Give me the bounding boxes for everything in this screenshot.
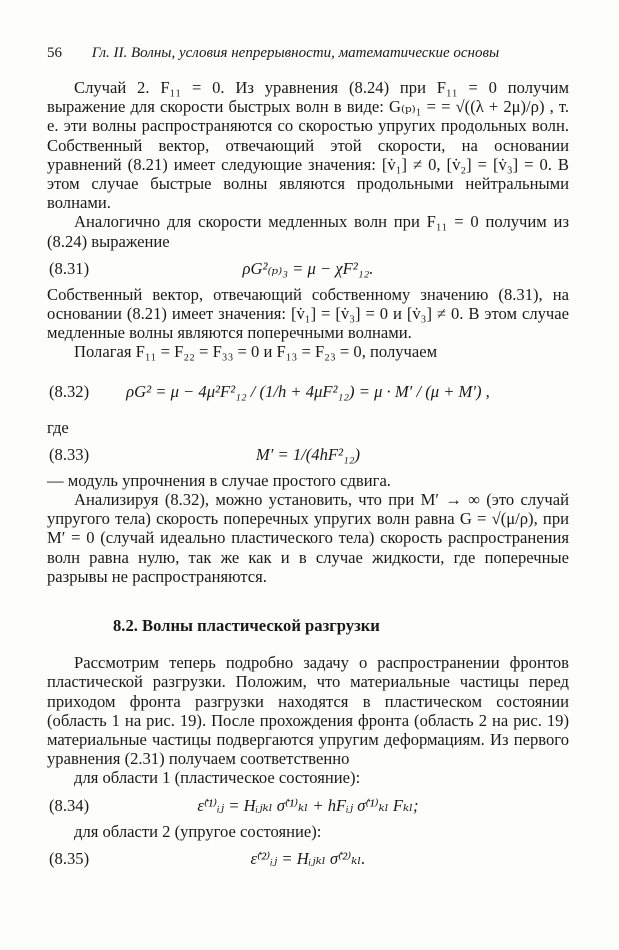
equation-8-34 [47, 794, 569, 816]
running-header [47, 44, 567, 63]
paragraph-case2: Случай 2. F₁₁ = 0. Из уравнения (8.24) при F₁₁ = 0 получим выражение для скорости быстрых волн в виде: G₍ₚ₎₁ = = √((λ + 2μ)/ρ) , т. е. эти волны распространяются со скоростью упругих продольных волн. Собственный вектор, отвечающий этой скорости, на основании уравнений (8.21) имеет следующие значения: [v̇₁] ≠ 0, [v̇₂] = [v̇₃] = 0. В этом случае быстрые волны являются продольными нейтральными волнами. [47, 78, 569, 213]
equation-expression: ρG² = μ − 4μ²F²₁₂ / (1/h + 4μF²₁₂) = μ · M′ / (μ + M′) , [126, 381, 490, 401]
equation-expression: ε̇⁽²⁾ᵢⱼ = Hᵢⱼₖₗ σ̇⁽²⁾ₖₗ. [250, 848, 366, 868]
equation-label: (8.35) [49, 848, 90, 868]
paragraph-assume: Полагая F₁₁ = F₂₂ = F₃₃ = 0 и F₁₃ = F₂₃ = 0, получаем [74, 342, 438, 362]
paragraph-region1: для области 1 (пластическое состояние): [74, 768, 361, 788]
paragraph-region2: для области 2 (упругое состояние): [74, 821, 322, 841]
page-number: 56 [47, 45, 62, 61]
equation-label: (8.34) [49, 795, 90, 815]
equation-expression: ρG²₍ₚ₎₃ = μ − χF²₁₂. [242, 258, 374, 278]
equation-8-32 [47, 368, 569, 412]
paragraph-eigenvector: Собственный вектор, отвечающий собственному значению (8.31), на основании (8.21) имеет значения: [v̇₁] = [v̇₃] = 0 и [v̇₃] ≠ 0. В этом случае медленные волны являются поперечными волнами. [47, 284, 569, 343]
equation-expression: ε̇⁽¹⁾ᵢⱼ = Hᵢⱼₖₗ σ̇⁽¹⁾ₖₗ + hFᵢⱼ σ̇⁽¹⁾ₖₗ Fₖₗ; [197, 795, 419, 815]
paragraph-where: где [47, 417, 69, 437]
paragraph-consider: Рассмотрим теперь подробно задачу о распространении фронтов пластической разгрузки. Положим, что материальные частицы перед приходом фронта разгрузки находятся в пластическом состоянии (область 1 на рис. 19). После прохождения фронта (область 2 на рис. 19) материальные частицы подвергаются упругим деформациям. Из первого уравнения (2.31) получаем соответственно [47, 653, 569, 769]
section-title: 8.2. Волны пластической разгрузки [113, 616, 380, 636]
equation-label: (8.31) [49, 258, 90, 278]
paragraph-slow-waves: Аналогично для скорости медленных волн при F₁₁ = 0 получим из (8.24) выражение [47, 212, 569, 251]
equation-8-31 [47, 257, 569, 279]
equation-8-35 [47, 847, 569, 869]
paragraph-analysis: Анализируя (8.32), можно установить, что при M′ → ∞ (это случай упругого тела) скорость поперечных упругих волн равна G = √(μ/ρ), при M′ = 0 (случай идеально пластического тела) скорость распространения волн равна нулю, так же как и в случае жидкости, где поперечные разрывы не распространяются. [47, 490, 569, 586]
running-title: Гл. II. Волны, условия непрерывности, математические основы [91, 45, 500, 61]
equation-8-33 [47, 443, 569, 465]
equation-expression: M′ = 1/(4hF²₁₂) [255, 444, 361, 464]
equation-label: (8.33) [49, 444, 90, 464]
equation-label: (8.32) [49, 381, 90, 401]
page-body [47, 78, 569, 875]
paragraph-modulus: — модуль упрочнения в случае простого сдвига. [47, 470, 391, 490]
